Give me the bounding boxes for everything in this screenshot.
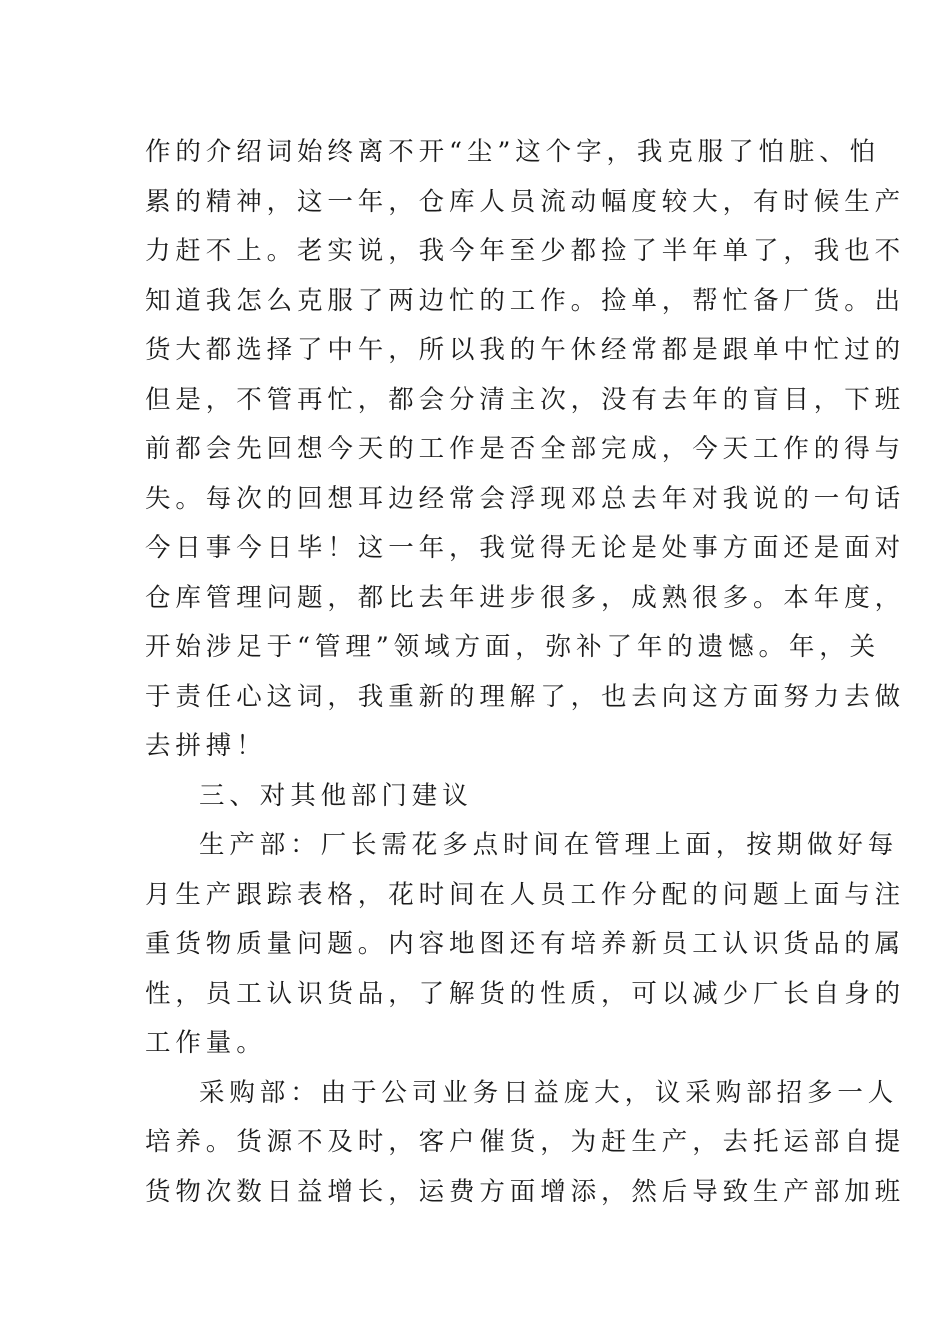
section-heading: 三、对其他部门建议 — [199, 780, 473, 811]
text-line: 重货物质量问题。内容地图还有培养新员工认识货品的属 — [145, 929, 906, 959]
text-line: 累的精神，这一年，仓库人员流动幅度较大，有时候生产 — [145, 186, 906, 217]
text-line: 失。每次的回想耳边经常会浮现邓总去年对我说的一句话 — [145, 483, 906, 514]
text-line: 培养。货源不及时，客户催货，为赶生产，去托运部自提 — [145, 1127, 906, 1157]
text-line: 工作量。 — [145, 1028, 267, 1058]
text-line: 生产部：厂长需花多点时间在管理上面，按期做好每 — [199, 830, 899, 860]
text-line: 采购部：由于公司业务日益庞大，议采购部招多一人 — [199, 1077, 899, 1108]
text-line: 知道我怎么克服了两边忙的工作。捡单，帮忙备厂货。出 — [145, 285, 906, 316]
text-line: 力赶不上。老实说，我今年至少都捡了半年单了，我也不 — [145, 236, 906, 266]
text-line: 作的介绍词始终离不开“尘”这个字，我克服了怕脏、怕 — [145, 137, 881, 167]
paragraph-3 — [145, 1069, 906, 1218]
paragraph-2 — [145, 821, 906, 1069]
text-line: 仓库管理问题，都比去年进步很多，成熟很多。本年度， — [145, 582, 906, 613]
paragraph-1 — [145, 128, 906, 772]
text-line: 但是，不管再忙，都会分清主次，没有去年的盲目，下班 — [145, 384, 906, 415]
text-line: 性，员工认识货品，了解货的性质，可以减少厂长自身的 — [145, 978, 906, 1009]
text-line: 货大都选择了中午，所以我的午休经常都是跟单中忙过的 — [145, 335, 906, 365]
text-line: 开始涉足于“管理”领域方面，弥补了年的遗憾。年，关 — [145, 632, 881, 662]
text-line: 今日事今日毕！这一年，我觉得无论是处事方面还是面对 — [145, 533, 906, 563]
text-line: 月生产跟踪表格，花时间在人员工作分配的问题上面与注 — [145, 879, 906, 910]
text-line: 去拼搏！ — [145, 731, 267, 761]
text-line: 前都会先回想今天的工作是否全部完成，今天工作的得与 — [145, 434, 906, 464]
text-line: 货物次数日益增长，运费方面增添，然后导致生产部加班 — [145, 1176, 906, 1207]
text-line: 于责任心这词，我重新的理解了，也去向这方面努力去做 — [145, 681, 906, 712]
document-body — [145, 128, 906, 1217]
